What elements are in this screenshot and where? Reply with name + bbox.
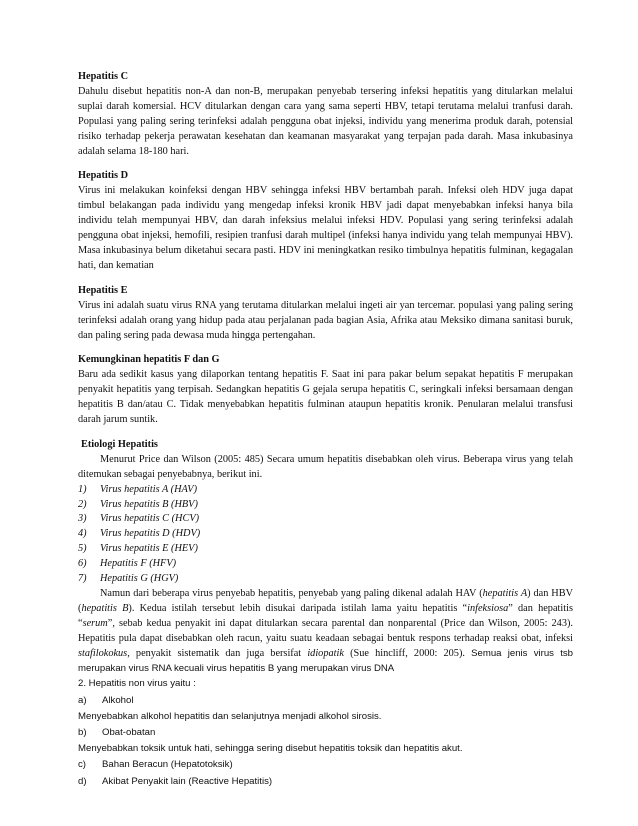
paragraph-etiologi-intro: Menurut Price dan Wilson (2005: 485) Secara umum hepatitis disebabkan oleh virus. Beberapa virus yang telah ditemukan sebagai penyebabnya, berikut ini. (78, 453, 573, 480)
list-item: 2) Virus hepatitis B (HBV) (78, 498, 198, 510)
document-page (78, 70, 573, 790)
heading-hepatitis-d: Hepatitis D (78, 170, 129, 182)
list-item: 1) Virus hepatitis A (HAV) (78, 483, 198, 495)
paragraph-etiologi-detail: Namun dari beberapa virus penyebab hepatitis, penyebab yang paling dikenal adalah HAV (hepatitis A) dan HBV (hepatitis B). Kedua istilah tersebut lebih disukai daripada istilah lama yaitu hepatitis “infeksiosa” dan hepatitis “serum”, sebab kedua penyakit ini dapat ditularkan secara parental dan nonparental (Price dan Wilson, 2005: 243). Hepatitis pula dapat disebabkan oleh racun, yaitu suatu keadaan sebagai bentuk respons terhadap reaksi obat, infeksi stafilokokus, penyakit sistematik dan juga bersifat idiopatik (Sue hincliff, 2000: 205). Semua jenis virus tsb merupakan virus RNA kecuali virus hepatitis B yang merupakan virus DNA (78, 588, 573, 674)
heading-hepatitis-e: Hepatitis E (78, 284, 128, 296)
list-item: 3) Virus hepatitis C (HCV) (78, 513, 200, 525)
non-virus-heading: 2. Hepatitis non virus yaitu : (78, 678, 196, 690)
list-item: Menyebabkan toksik untuk hati, sehingga sering disebut hepatitis toksik dan hepatitis akut. (78, 743, 463, 755)
paragraph-hepatitis-c: Dahulu disebut hepatitis non-A dan non-B, merupakan penyebab tersering infeksi hepatitis yang ditularkan melalui suplai darah komersial. HCV ditularkan dengan cara yang sama seperti HBV, tetapi terutama melalui tranfusi darah. Populasi yang paling sering terinfeksi adalah pengguna obat injeksi, individu yang menerima produk darah, potensial risiko terhadap pekerja perawatan kesehatan dan keamanan masyarakat yang terpajan pada darah. Masa inkubasinya adalah selama 18-180 hari. (78, 85, 573, 157)
list-item: b) Obat-obatan (78, 727, 156, 739)
list-item: 7) Hepatitis G (HGV) (78, 573, 179, 585)
heading-hepatitis-f-g: Kemungkinan hepatitis F dan G (78, 354, 220, 366)
list-item: d) Akibat Penyakit lain (Reactive Hepatitis) (78, 775, 273, 787)
paragraph-hepatitis-d: Virus ini melakukan koinfeksi dengan HBV sehingga infeksi HBV bertambah parah. Infeksi oleh HDV juga dapat timbul belakangan pada individu yang mengedap infeksi kronik HBV jadi dapat menyebabkan infeksi hanya bila individu telah mempunyai HBV, dan darah infeksius melalui infeksi HDV. Populasi yang sering terinfeksi adalah pengguna obat injeksi, hemofili, resipien tranfusi darah multipel (infeksi hanya individu yang telah mempunyai HBV). Masa inkubasinya belum diketahui secara pasti. HDV ini meningkatkan resiko timbulnya hepatitis fulminan, kegagalan hati, dan kematian (78, 185, 573, 271)
paragraph-hepatitis-e: Virus ini adalah suatu virus RNA yang terutama ditularkan melalui ingeti air yan tercemar. populasi yang paling sering terinfeksi adalah orang yang hidup pada atau perjalanan pada bagian Asia, Afrika atau Meksiko dimana sanitasi buruk, dan paling sering pada dewasa muda hingga pertengahan. (78, 299, 573, 341)
non-virus-section (78, 676, 573, 789)
list-item: a) Alkohol (78, 694, 134, 706)
paragraph-hepatitis-f-g: Baru ada sedikit kasus yang dilaporkan tentang hepatitis F. Saat ini para pakar belum sepakat hepatitis F merupakan penyakit hepatitis yang terpisah. Sedangkan hepatitis G gejala serupa hepatitis C, seringkali infeksi bersamaan dengan hepatitis B dan/atau C. Tidak menyebabkan hepatitis fulminan ataupun hepatitis kronik. Penularan melalui transfusi darah jarum suntik. (78, 369, 573, 426)
heading-etiologi: Etiologi Hepatitis (81, 438, 158, 450)
list-item: c) Bahan Beracun (Hepatotoksik) (78, 759, 233, 771)
list-item: 4) Virus hepatitis D (HDV) (78, 528, 201, 540)
list-item: Menyebabkan alkohol hepatitis dan selanjutnya menjadi alkohol sirosis. (78, 710, 382, 722)
virus-list (78, 483, 573, 587)
list-item: 6) Hepatitis F (HFV) (78, 558, 177, 570)
list-item: 5) Virus hepatitis E (HEV) (78, 543, 198, 555)
heading-hepatitis-c: Hepatitis C (78, 71, 129, 82)
